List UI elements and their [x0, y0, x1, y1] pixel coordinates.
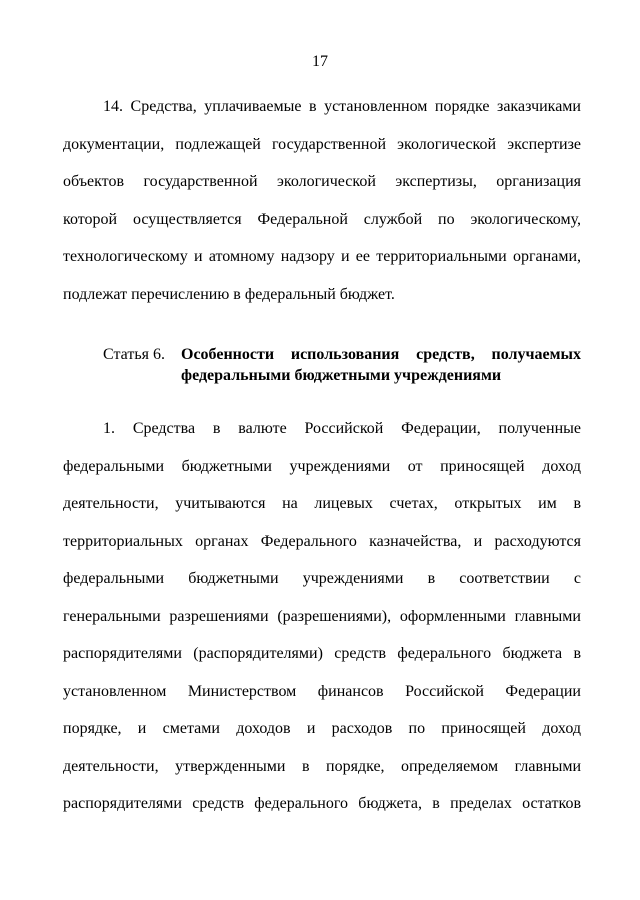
paragraph-line: деятельности, учитываются на лицевых счетах, открытых им в — [63, 495, 581, 512]
article-title — [181, 344, 581, 386]
paragraph-1 — [63, 410, 581, 823]
paragraph-line: документации, подлежащей государственной экологической экспертизе — [63, 135, 581, 153]
paragraph-line: территориальных органах Федерального казначейства, и расходуются — [63, 532, 581, 550]
paragraph-line: генеральными разрешениями (разрешениями), оформленными главными — [63, 607, 581, 625]
paragraph-line: подлежат перечислению в федеральный бюджет. — [63, 285, 395, 303]
paragraph-line: деятельности, утвержденными в порядке, определяемом главными — [63, 757, 581, 775]
paragraph-line: 1. Средства в валюте Российской Федерации, полученные — [103, 420, 581, 437]
article-number: Статья 6. — [103, 346, 165, 363]
page-number: 17 — [312, 53, 328, 70]
paragraph-line: федеральными бюджетными учреждениями в соответствии с — [63, 570, 581, 587]
article-title-line: Особенности использования средств, получаемых — [181, 346, 581, 363]
paragraph-line: порядке, и сметами доходов и расходов по приносящей доход — [63, 720, 581, 737]
paragraph-line: которой осуществляется Федеральной службой по экологическому, — [63, 210, 581, 228]
paragraph-line: федеральными бюджетными учреждениями от приносящей доход — [63, 457, 581, 475]
article-title-line: федеральными бюджетными учреждениями — [181, 367, 502, 384]
paragraph-line: распорядителями (распорядителями) средств федерального бюджета в — [63, 645, 581, 662]
paragraph-line: технологическому и атомному надзору и ее территориальными органами, — [63, 248, 581, 265]
paragraph-line: объектов государственной экологической экспертизы, организация — [63, 173, 581, 190]
paragraph-line: 14. Средства, уплачиваемые в установленном порядке заказчиками — [103, 98, 581, 115]
paragraph-line: распорядителями средств федерального бюджета, в пределах остатков — [63, 795, 581, 812]
paragraph-line: установленном Министерством финансов Российской Федерации — [63, 682, 581, 700]
paragraph-14 — [63, 88, 581, 313]
